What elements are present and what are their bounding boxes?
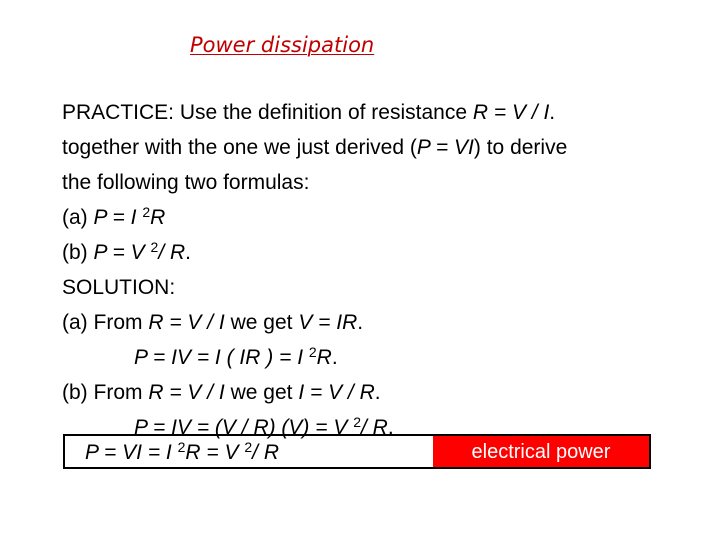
- practice-line-2: [62, 130, 712, 165]
- resistance-definition: R = V / I: [472, 101, 550, 124]
- solution-heading: SOLUTION:: [62, 276, 176, 299]
- summary-formula: [65, 436, 433, 467]
- slide-body: [62, 95, 712, 445]
- formula-b-end: .: [185, 241, 191, 264]
- solution-b-prefix: (b) From: [62, 381, 149, 404]
- practice-prefix: PRACTICE: Use the definition of resistance: [62, 101, 473, 124]
- solution-b-exponent: 2: [353, 414, 361, 430]
- practice-line-1: [62, 95, 712, 130]
- solution-a-step-2: [62, 340, 712, 375]
- formula-a-exponent: 2: [142, 204, 151, 220]
- solution-b-derivation: P = IV = (V / R) (V) = V: [134, 416, 354, 439]
- solution-a-mid: we get: [224, 311, 299, 334]
- solution-b-step-2-end: .: [387, 416, 394, 439]
- formula-b-label: (b): [62, 241, 94, 264]
- solution-b-eq-1: R = V / I: [148, 381, 225, 404]
- solution-a-exponent: 2: [308, 344, 317, 360]
- formula-a: [62, 200, 712, 235]
- solution-a-eq-2: V = IR: [298, 311, 358, 334]
- electrical-power-label: electrical power: [433, 436, 649, 467]
- solution-a-r: R: [316, 346, 332, 369]
- formula-a-label: (a): [62, 206, 94, 229]
- summary-box: [63, 434, 651, 469]
- practice-line-2-a: together with the one we just derived (: [62, 136, 417, 159]
- power-definition: P = VI: [416, 136, 474, 159]
- solution-b-r: / R: [361, 416, 388, 439]
- practice-line-2-b: ) to derive: [473, 136, 568, 159]
- solution-a-derivation: P = IV = I ( IR ) = I: [134, 346, 309, 369]
- slide-title: Power dissipation: [190, 33, 375, 57]
- solution-b-step-1: [62, 375, 712, 410]
- solution-a-end: .: [357, 311, 364, 334]
- solution-b-eq-2: I = V / R: [298, 381, 375, 404]
- practice-line-3: the following two formulas:: [62, 171, 310, 194]
- summary-formula-b: R = V: [185, 441, 245, 464]
- formula-b-exponent: 2: [150, 239, 159, 255]
- solution-b-end: .: [374, 381, 381, 404]
- summary-formula-a: P = VI = I: [85, 441, 178, 464]
- formula-b: [62, 235, 712, 270]
- formula-b-rhs: / R: [158, 241, 186, 264]
- formula-a-rhs: R: [150, 206, 166, 229]
- practice-line-1-end: .: [549, 101, 556, 124]
- solution-a-prefix: (a) From: [62, 311, 149, 334]
- formula-b-lhs: P = V: [93, 241, 151, 264]
- summary-exponent-2: 2: [244, 439, 253, 455]
- solution-a-step-2-end: .: [331, 346, 338, 369]
- solution-a-eq-1: R = V / I: [148, 311, 225, 334]
- summary-formula-c: / R: [252, 441, 279, 464]
- solution-a-step-1: [62, 305, 712, 340]
- formula-a-lhs: P = I: [93, 206, 143, 229]
- summary-exponent-1: 2: [177, 439, 186, 455]
- solution-b-mid: we get: [224, 381, 299, 404]
